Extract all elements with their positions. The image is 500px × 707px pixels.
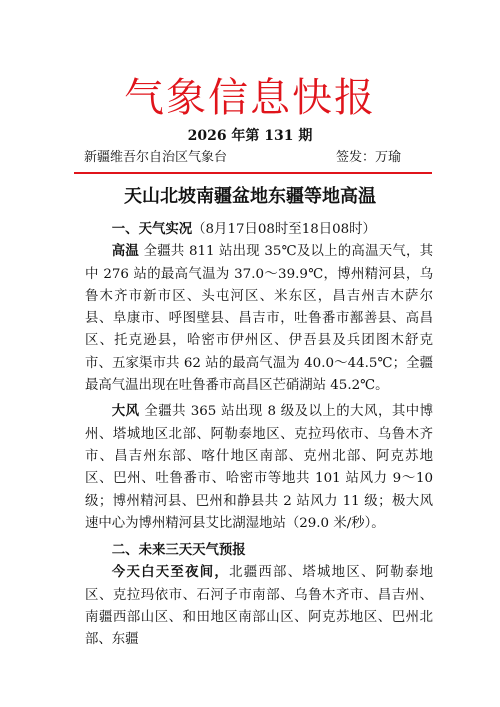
observation-period: （8月17日08时至18日08时） bbox=[192, 222, 376, 237]
paragraph-text: 全疆共 811 站出现 35℃及以上的高温天气，其中 276 站的最高气温为 37.0～39.9℃，博州精河县，乌鲁木齐市新市区、头屯河区、米东区，昌吉州吉木萨尔县、阜康市、呼图壁县、昌吉市，吐鲁番市鄯善县、高昌区、托克逊县，哈密市伊州区、伊吾县及兵团图木舒克市、五家渠市共 62 站的最高气温为 40.0～44.5℃；全疆最高气温出现在吐鲁番市高昌区芒硝湖站 45.2℃。 bbox=[85, 244, 433, 394]
paragraph-lead: 大风 bbox=[111, 404, 140, 420]
paragraph-lead: 今天白天至夜间， bbox=[111, 565, 230, 581]
section-heading-observations bbox=[85, 218, 433, 241]
paragraph-high-temperature bbox=[85, 241, 433, 397]
red-divider-line bbox=[74, 172, 432, 174]
paragraph-forecast bbox=[85, 562, 433, 651]
paragraph-lead: 高温 bbox=[111, 244, 140, 260]
section-label: 一、天气实况 bbox=[111, 222, 193, 237]
article-headline: 天山北坡南疆盆地东疆等地高温 bbox=[124, 186, 376, 207]
signer-name: 签发：万瑜 bbox=[336, 150, 402, 165]
section-label: 二、未来三天天气预报 bbox=[111, 543, 246, 559]
article-body bbox=[85, 218, 433, 652]
masthead-title: 气象信息快报 bbox=[124, 75, 376, 121]
paragraph-strong-wind bbox=[85, 401, 433, 535]
issue-number: 2026 年第 131 期 bbox=[187, 128, 313, 144]
section-heading-forecast bbox=[85, 539, 433, 562]
paragraph-text: 全疆共 365 站出现 8 级及以上的大风，其中博州、塔城地区北部、阿勒泰地区、克拉玛依市、乌鲁木齐市、昌吉州东部、喀什地区南部、克州北部、阿克苏地区、巴州、吐鲁番市、哈密市等地共 101 站风力 9～10 级；博州精河县、巴州和静县共 2 站风力 11 级；极大风速中心为博州精河县艾比湖湿地站（29.0 米/秒）。 bbox=[85, 404, 434, 531]
paragraph-text: 北疆西部、塔城地区、阿勒泰地区、克拉玛依市、石河子市南部、乌鲁木齐市、昌吉州、南疆西部山区、和田地区南部山区、阿克苏地区、巴州北部、东疆 bbox=[85, 565, 434, 648]
issuer-name: 新疆维吾尔自治区气象台 bbox=[84, 150, 228, 165]
